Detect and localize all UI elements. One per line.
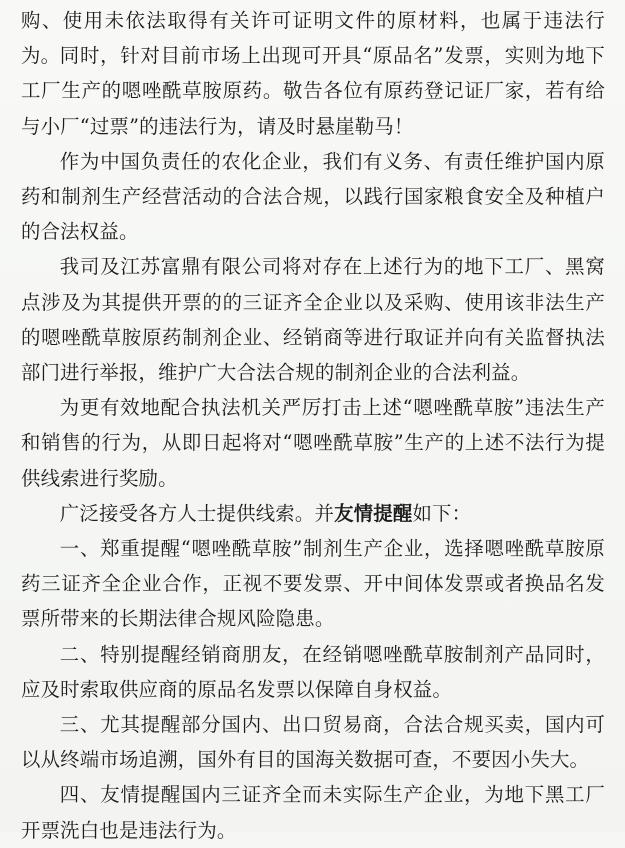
reminder-intro-tail: 如下： <box>412 501 472 525</box>
paragraph-continuation: 购、使用未依法取得有关许可证明文件的原材料，也属于违法行为。 <box>21 9 605 68</box>
paragraph-friendly-reminder-intro <box>21 496 605 531</box>
reminder-item-4: 四、友情提醒国内三证齐全而未实际生产企业，为地下黑工厂开票洗白也是违法行为。 <box>21 783 605 842</box>
paragraph-evidence-and-reporting: 我司及江苏富鼎有限公司将对存在上述行为的地下工厂、黑窝点涉及为其提供开票的的三证齐全企业以及采购、使用该非法生产的嗯唑酰草胺原药制剂企业、经销商等进行取证并向有关监督执法部门进行举报，维护广大合法合规的制剂企业的合法利益。 <box>21 255 605 384</box>
reminder-item-3: 三、尤其提醒部分国内、出口贸易商，合法合规买卖，国内可以从终端市场追溯，国外有目的国海关数据可查，不要因小失大。 <box>21 712 605 772</box>
reminder-bold-label: 友情提醒 <box>334 501 413 525</box>
paragraph-reward-for-clues: 为更有效地配合执法机关严厉打击上述“嗯唑酰草胺”违法生产和销售的行为，从即日起将对“嗯唑酰草胺”生产的上述不法行为提供线索进行奖励。 <box>21 396 605 490</box>
paragraph-company-responsibility: 作为中国负责任的农化企业，我们有义务、有责任维护国内原药和制剂生产经营活动的合法合规，以践行国家粮食安全及种植户的合法权益。 <box>21 149 605 244</box>
reminder-intro-text: 广泛接受各方人士提供线索。并 <box>59 501 335 525</box>
reminder-item-1: 一、郑重提醒“嗯唑酰草胺”制剂生产企业，选择嗯唑酰草胺原药三证齐全企业合作，正视不要发票、开中间体发票或者换品名发票所带来的长期法律合规风险隐患。 <box>21 536 605 631</box>
reminder-item-2: 二、特别提醒经销商朋友，在经销嗯唑酰草胺制剂产品同时，应及时索取供应商的原品名发票以保障自身权益。 <box>21 642 605 701</box>
paragraph-original-name-invoice-warning: 同时，针对目前市场上出现可开具“原品名”发票，实则为地下工厂生产的嗯唑酰草胺原药。敬告各位有原药登记证厂家，若有给与小厂“过票”的违法行为，请及时悬崖勒马！ <box>21 44 605 138</box>
